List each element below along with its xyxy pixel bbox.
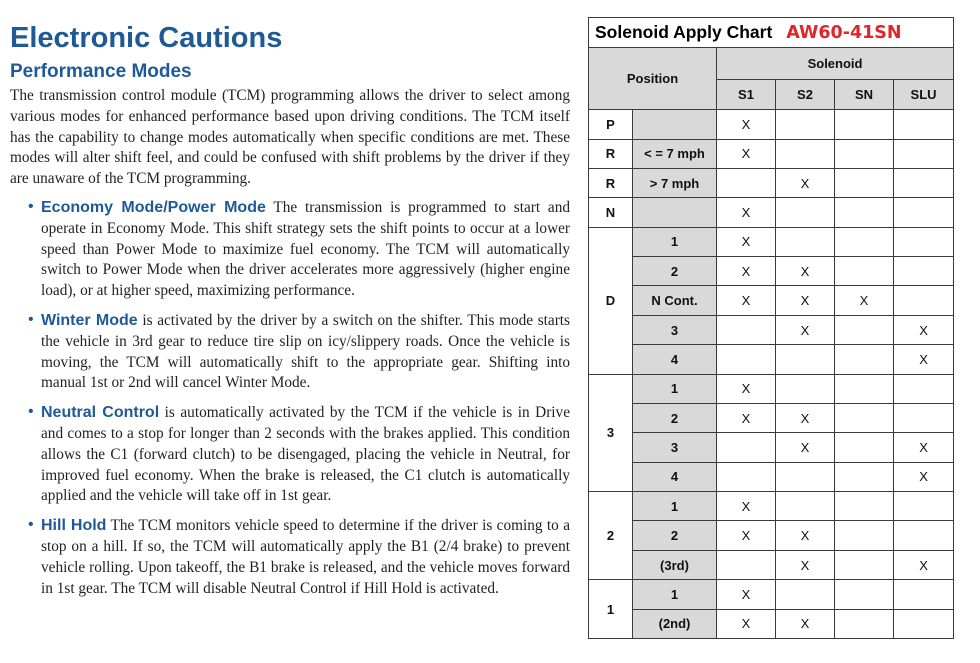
solenoid-cell-s1: X [717,609,776,638]
sub-position-cell: 3 [633,315,717,344]
position-cell: 2 [589,492,633,580]
solenoid-cell-s1 [717,433,776,462]
sub-position-cell [633,198,717,227]
position-cell: N [589,198,633,227]
solenoid-cell-sn [835,403,894,432]
sub-position-cell: 1 [633,492,717,521]
chart-row [589,462,954,491]
solenoid-cell-slu [894,403,954,432]
solenoid-cell-sn [835,139,894,168]
solenoid-cell-s1 [717,550,776,579]
solenoid-cell-sn [835,580,894,609]
solenoid-cell-s1 [717,462,776,491]
sub-position-cell: 1 [633,227,717,256]
sub-position-cell: 1 [633,374,717,403]
solenoid-cell-s2 [776,110,835,139]
solenoid-cell-sn [835,609,894,638]
chart-row [589,521,954,550]
solenoid-cell-s2: X [776,403,835,432]
position-cell: R [589,139,633,168]
solenoid-cell-slu: X [894,345,954,374]
solenoid-cell-slu [894,374,954,403]
solenoid-cell-slu [894,168,954,197]
solenoid-cell-s1: X [717,286,776,315]
solenoid-cell-sn: X [835,286,894,315]
solenoid-cell-s1: X [717,257,776,286]
solenoid-cell-sn [835,433,894,462]
col-header-s2: S2 [776,80,835,110]
solenoid-cell-s2: X [776,609,835,638]
solenoid-cell-s1: X [717,521,776,550]
solenoid-apply-chart [588,17,953,639]
solenoid-cell-s1 [717,168,776,197]
solenoid-cell-s1: X [717,198,776,227]
solenoid-cell-slu [894,227,954,256]
solenoid-cell-s2 [776,374,835,403]
solenoid-cell-sn [835,345,894,374]
chart-row [589,227,954,256]
solenoid-cell-s1: X [717,374,776,403]
sub-position-cell: (2nd) [633,609,717,638]
solenoid-cell-slu: X [894,315,954,344]
solenoid-cell-slu [894,110,954,139]
solenoid-cell-s2: X [776,550,835,579]
mode-description: is automatically activated by the TCM if the vehicle is in Drive and comes to a stop for longer than 2 seconds with the brakes applied. This condition allows the C1 (forward clutch) to be disengaged, placing the vehicle in Neutral, for improved fuel economy. When the brake is released, the C1 clutch is automatically applied and the vehicle will take off in 1st gear. [41,404,570,505]
solenoid-cell-s2: X [776,521,835,550]
header-row [589,48,954,80]
position-header: Position [589,48,717,110]
page-title: Electronic Cautions [10,22,283,54]
chart-title: Solenoid Apply Chart [595,22,773,43]
sub-position-cell: 3 [633,433,717,462]
chart-row [589,110,954,139]
solenoid-cell-s2 [776,492,835,521]
solenoid-cell-s2 [776,580,835,609]
intro-paragraph: The transmission control module (TCM) programming allows the driver to select among various modes for enhanced performance based upon driving conditions. The TCM itself has the capability to change modes automatically when specific conditions are met. These modes will alter shift feel, and could be confused with shift problems by the driver if they are unaware of the TCM programming. [10,87,570,188]
mode-item [10,311,570,394]
solenoid-cell-sn [835,374,894,403]
chart-row [589,139,954,168]
solenoid-cell-sn [835,227,894,256]
bullet-icon: • [28,403,34,421]
mode-term: Economy Mode/Power Mode [41,198,266,216]
solenoid-cell-slu [894,609,954,638]
solenoid-cell-s2: X [776,315,835,344]
sub-position-cell [633,110,717,139]
solenoid-cell-slu: X [894,550,954,579]
solenoid-cell-s2: X [776,286,835,315]
mode-term: Winter Mode [41,311,138,329]
solenoid-cell-s1 [717,315,776,344]
position-cell: P [589,110,633,139]
sub-position-cell: 4 [633,345,717,374]
solenoid-cell-s2: X [776,433,835,462]
solenoid-cell-sn [835,315,894,344]
mode-description: is activated by the driver by a switch on the shifter. This mode starts the vehicle in 3rd gear to reduce tire slip on icy/slippery roads. Once the vehicle is moving, the TCM will automatically shift to the appropriate gear. Shifting into manual 1st or 2nd will cancel Winter Mode. [41,311,570,392]
solenoid-cell-slu: X [894,462,954,491]
solenoid-cell-slu [894,286,954,315]
col-header-slu: SLU [894,80,954,110]
solenoid-cell-s1: X [717,492,776,521]
solenoid-cell-s2 [776,198,835,227]
chart-row [589,198,954,227]
solenoid-cell-sn [835,198,894,227]
chart-row [589,550,954,579]
solenoid-cell-slu [894,139,954,168]
solenoid-cell-s1 [717,345,776,374]
solenoid-cell-s2 [776,227,835,256]
solenoid-cell-s1: X [717,110,776,139]
article [10,20,570,608]
solenoid-header: Solenoid [717,48,954,80]
chart-row [589,345,954,374]
sub-position-cell: N Cont. [633,286,717,315]
mode-item [10,403,570,507]
sub-position-cell: 2 [633,521,717,550]
sub-position-cell: < = 7 mph [633,139,717,168]
solenoid-cell-sn [835,521,894,550]
mode-description: The transmission is programmed to start and operate in Economy Mode. This shift strategy sets the shift points to occur at a lower speed than Power Mode to maximize fuel economy. The TCM will automatically switch to Power Mode when the driver accelerates more aggressively (higher engine load), or at higher speed, maximizing performance. [41,198,570,300]
bullet-icon: • [28,310,34,328]
solenoid-cell-slu: X [894,433,954,462]
col-header-sn: SN [835,80,894,110]
sub-position-cell: 2 [633,257,717,286]
solenoid-cell-s2: X [776,257,835,286]
sub-position-cell: 1 [633,580,717,609]
chart-title-cell [589,18,954,48]
chart-row [589,492,954,521]
solenoid-cell-s2 [776,462,835,491]
chart-title-row [589,18,954,48]
solenoid-cell-slu [894,580,954,609]
mode-list [10,198,570,599]
bullet-icon: • [28,197,34,215]
solenoid-cell-slu [894,198,954,227]
mode-term: Hill Hold [41,517,107,535]
solenoid-table [588,17,954,639]
solenoid-cell-sn [835,462,894,491]
solenoid-cell-sn [835,257,894,286]
bullet-icon: • [28,516,34,534]
mode-item [10,516,570,599]
solenoid-cell-s1: X [717,139,776,168]
chart-row [589,433,954,462]
chart-row [589,168,954,197]
chart-row [589,315,954,344]
position-cell: 1 [589,580,633,639]
sub-position-cell: > 7 mph [633,168,717,197]
mode-item [10,198,570,302]
solenoid-cell-sn [835,492,894,521]
position-cell: D [589,227,633,374]
solenoid-cell-slu [894,257,954,286]
solenoid-cell-s2 [776,139,835,168]
solenoid-cell-s1: X [717,403,776,432]
mode-term: Neutral Control [41,404,160,422]
solenoid-cell-s1: X [717,227,776,256]
sub-position-cell: (3rd) [633,550,717,579]
solenoid-cell-s2: X [776,168,835,197]
chart-row [589,286,954,315]
transmission-model: AW60-41SN [786,23,902,44]
sub-position-cell: 2 [633,403,717,432]
solenoid-cell-sn [835,110,894,139]
position-cell: 3 [589,374,633,492]
solenoid-cell-slu [894,492,954,521]
solenoid-cell-sn [835,550,894,579]
mode-description: The TCM monitors vehicle speed to determine if the driver is coming to a stop on a hill. If so, the TCM will automatically apply the B1 (2/4 brake) to prevent vehicle rolling. Upon takeoff, the B1 brake is released, and the vehicle moves forward in 1st gear. The TCM will disable Neutral Control if Hill Hold is activated. [41,517,571,597]
chart-row [589,257,954,286]
sub-position-cell: 4 [633,462,717,491]
col-header-s1: S1 [717,80,776,110]
solenoid-cell-sn [835,168,894,197]
chart-row [589,580,954,609]
section-heading: Performance Modes [10,61,192,82]
solenoid-cell-slu [894,521,954,550]
chart-row [589,374,954,403]
position-cell: R [589,168,633,197]
solenoid-cell-s1: X [717,580,776,609]
chart-row [589,609,954,638]
chart-row [589,403,954,432]
solenoid-cell-s2 [776,345,835,374]
